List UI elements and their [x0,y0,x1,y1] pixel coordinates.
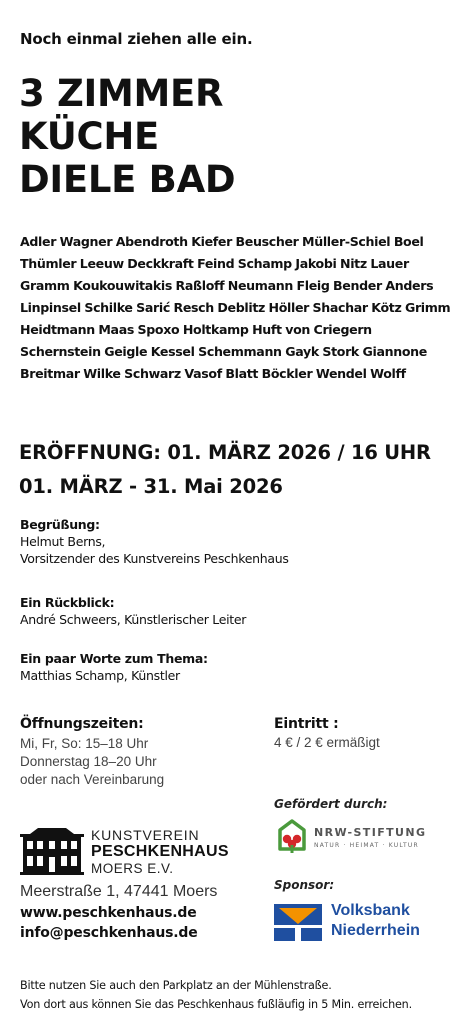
program-text: Matthias Schamp, Künstler [20,668,180,683]
hours-line: Mi, Fr, So: 15–18 Uhr [20,736,149,751]
peschkenhaus-building-icon [20,826,84,876]
nrw-stiftung-subtitle: NATUR · HEIMAT · KULTUR [314,842,419,849]
title-line: KÜCHE [19,115,159,158]
moers-ev-label: MOERS E.V. [91,861,174,876]
exhibition-period: 01. MÄRZ - 31. Mai 2026 [19,475,283,498]
address: Meerstraße 1, 47441 Moers [20,883,218,900]
program-words [20,650,460,684]
artist-list: Adler Wagner Abendroth Kiefer Beuscher Müller-Schiel Boel Thümler Leeuw Deckkraft Feind Schamp Jakobi Nitz Lauer Gramm Koukouwitakis Raßloff Neumann Fleig Bender Anders Linpinsel Schilke Sarić Resch Deblitz Höller Shachar Kötz Grimm Heidtmann Maas Spoxo Holtkamp Huft von Criegern Schernstein Geigle Kessel Schemmann Gayk Stork Giannone Breitmar Wilke Schwarz Vasof Blatt Böckler Wendel Wolff [20,234,451,381]
volksbank-region: Niederrhein [331,922,420,939]
program-text: Vorsitzender des Kunstvereins Peschkenhaus [20,551,289,566]
opening-date: ERÖFFNUNG: 01. MÄRZ 2026 / 16 UHR [19,441,431,464]
program-heading: Ein paar Worte zum Thema: [20,651,208,666]
nrw-stiftung-logo-icon [274,818,310,856]
opening-hours-heading: Öffnungszeiten: [20,716,144,732]
opening-hours [20,735,164,789]
title-line: 3 ZIMMER [19,72,224,115]
funded-by-label: Gefördert durch: [274,797,388,811]
tagline: Noch einmal ziehen alle ein. [20,30,253,48]
hours-line: Donnerstag 18–20 Uhr [20,754,157,769]
program-text: André Schweers, Künstlerischer Leiter [20,612,247,627]
program-review [20,594,460,628]
nrw-stiftung-name: NRW-STIFTUNG [314,826,427,839]
volksbank-name: Volksbank [331,902,410,919]
entry-price: 4 € / 2 € ermäßigt [274,735,380,750]
hours-line: oder nach Vereinbarung [20,772,165,787]
footer-line: Bitte nutzen Sie auch den Parkplatz an der Mühlenstraße. [20,979,332,992]
program-heading: Ein Rückblick: [20,595,115,610]
website-link[interactable]: www.peschkenhaus.de [20,905,197,921]
program-text: Helmut Berns, [20,534,106,549]
opening-info [19,436,431,504]
email-link[interactable]: info@peschkenhaus.de [20,925,198,941]
parking-note [20,976,412,1014]
peschkenhaus-label: PESCHKENHAUS [91,843,229,860]
program-welcome [20,516,460,567]
sponsor-label: Sponsor: [274,878,335,892]
entry-heading: Eintritt : [274,716,339,732]
kunstverein-label: KUNSTVEREIN [91,827,200,843]
volksbank-logo-icon [274,904,322,941]
program-heading: Begrüßung: [20,517,100,532]
footer-line: Von dort aus können Sie das Peschkenhaus fußläufig in 5 Min. erreichen. [20,998,412,1011]
exhibition-title [19,72,235,201]
title-line: DIELE BAD [19,158,236,201]
